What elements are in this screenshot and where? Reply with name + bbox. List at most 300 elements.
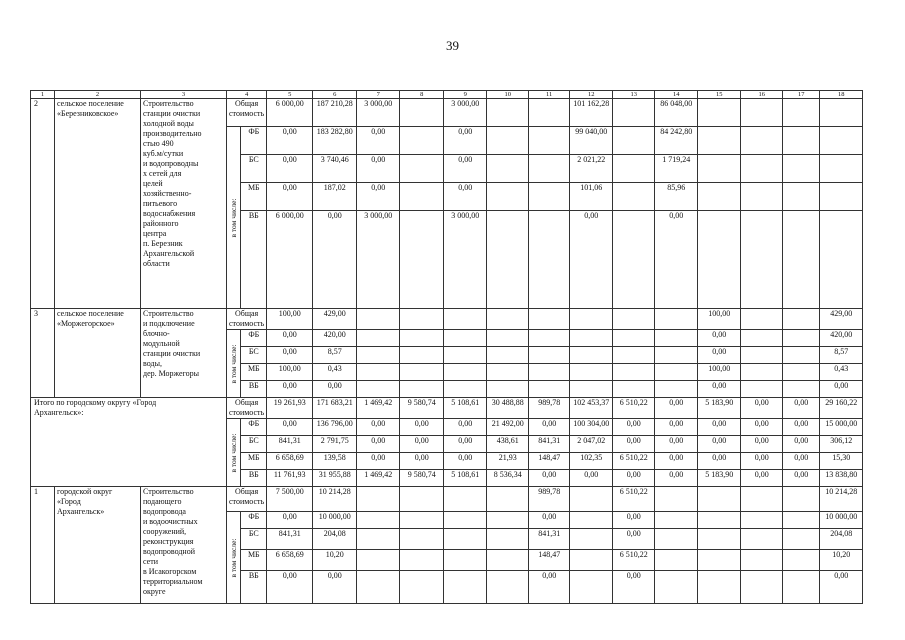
value-cell [655, 381, 698, 398]
value-cell [741, 330, 783, 347]
value-cell [613, 330, 655, 347]
value-cell [783, 364, 820, 381]
value-cell [698, 529, 741, 550]
value-cell [357, 309, 400, 330]
column-number: 15 [698, 91, 741, 99]
r2-total-row [31, 99, 863, 127]
project-description: Строительство станции очистки холодной воды производительно стью 490 куб.м/сутки и водопроводны х сетей для целей хозяйственно- питьевого водоснабжения районного центра п. Березник Архангельской области [141, 99, 227, 309]
value-cell: 0,00 [741, 398, 783, 419]
including-label: в том числе: [228, 197, 238, 238]
value-cell [613, 127, 655, 155]
value-cell: 6 510,22 [613, 453, 655, 470]
value-cell: 0,00 [698, 453, 741, 470]
value-cell: 3 000,00 [444, 211, 487, 309]
value-cell [357, 550, 400, 571]
value-cell: 0,00 [655, 470, 698, 487]
value-cell [655, 512, 698, 529]
value-cell [400, 529, 444, 550]
value-cell [655, 330, 698, 347]
value-cell [570, 381, 613, 398]
municipality-name: городской округ «Город Архангельск» [55, 487, 141, 604]
value-cell [444, 330, 487, 347]
value-cell [570, 512, 613, 529]
value-cell: 183 282,80 [313, 127, 357, 155]
value-cell: 1 469,42 [357, 470, 400, 487]
value-cell: 841,31 [529, 529, 570, 550]
value-cell [613, 364, 655, 381]
value-cell: 0,00 [783, 470, 820, 487]
value-cell: 0,00 [655, 211, 698, 309]
funding-source-label: ФБ [241, 330, 267, 347]
value-cell [357, 487, 400, 512]
value-cell: 21,93 [487, 453, 529, 470]
value-cell: 100,00 [267, 309, 313, 330]
item-number: 2 [31, 99, 55, 309]
value-cell [655, 309, 698, 330]
value-cell [570, 330, 613, 347]
including-label: в том числе: [228, 432, 238, 473]
value-cell: 1 469,42 [357, 398, 400, 419]
total-cost-label: Общая стоимость [227, 398, 267, 419]
value-cell: 139,58 [313, 453, 357, 470]
value-cell [400, 364, 444, 381]
value-cell [570, 571, 613, 604]
value-cell [741, 571, 783, 604]
funding-source-label: ВБ [241, 470, 267, 487]
value-cell [741, 155, 783, 183]
value-cell: 0,00 [613, 436, 655, 453]
value-cell [444, 550, 487, 571]
value-cell: 5 108,61 [444, 398, 487, 419]
value-cell [783, 550, 820, 571]
value-cell [655, 487, 698, 512]
value-cell [741, 487, 783, 512]
value-cell: 100,00 [698, 364, 741, 381]
value-cell [698, 512, 741, 529]
value-cell: 9 580,74 [400, 398, 444, 419]
value-cell: 0,00 [267, 512, 313, 529]
value-cell [444, 529, 487, 550]
value-cell [613, 309, 655, 330]
value-cell: 5 108,61 [444, 470, 487, 487]
including-label-cell [227, 419, 241, 487]
value-cell: 21 492,00 [487, 419, 529, 436]
financing-table [30, 90, 863, 604]
value-cell: 0,00 [267, 155, 313, 183]
value-cell: 6 000,00 [267, 99, 313, 127]
page-number: 39 [446, 38, 459, 53]
column-number: 14 [655, 91, 698, 99]
value-cell [487, 211, 529, 309]
value-cell [487, 487, 529, 512]
value-cell: 0,00 [444, 127, 487, 155]
value-cell: 10 000,00 [313, 512, 357, 529]
value-cell [400, 571, 444, 604]
value-cell: 100 304,00 [570, 419, 613, 436]
value-cell [570, 487, 613, 512]
value-cell: 6 000,00 [267, 211, 313, 309]
value-cell [487, 330, 529, 347]
column-number: 12 [570, 91, 613, 99]
value-cell: 0,00 [400, 436, 444, 453]
value-cell: 420,00 [313, 330, 357, 347]
value-cell [529, 211, 570, 309]
value-cell [613, 347, 655, 364]
value-cell [783, 211, 820, 309]
municipality-name: сельское поселение «Моржегорское» [55, 309, 141, 398]
value-cell [487, 309, 529, 330]
value-cell: 148,47 [529, 453, 570, 470]
funding-source-label: ФБ [241, 512, 267, 529]
value-cell: 0,00 [444, 155, 487, 183]
value-cell: 11 761,93 [267, 470, 313, 487]
value-cell: 0,00 [741, 470, 783, 487]
value-cell: 204,08 [820, 529, 863, 550]
value-cell: 0,00 [357, 419, 400, 436]
value-cell: 0,00 [783, 436, 820, 453]
value-cell: 0,00 [698, 330, 741, 347]
column-number: 13 [613, 91, 655, 99]
value-cell: 3 000,00 [444, 99, 487, 127]
value-cell [400, 347, 444, 364]
value-cell: 0,00 [529, 571, 570, 604]
value-cell: 8 536,34 [487, 470, 529, 487]
value-cell: 429,00 [820, 309, 863, 330]
value-cell: 30 488,88 [487, 398, 529, 419]
value-cell: 10 000,00 [820, 512, 863, 529]
value-cell: 10,20 [820, 550, 863, 571]
value-cell: 0,00 [741, 453, 783, 470]
value-cell: 99 040,00 [570, 127, 613, 155]
funding-source-label: ВБ [241, 381, 267, 398]
column-number: 18 [820, 91, 863, 99]
value-cell [741, 550, 783, 571]
item-name: Итого по городскому округу «Город Архангельск»: [31, 398, 227, 487]
value-cell [570, 529, 613, 550]
value-cell: 0,00 [400, 419, 444, 436]
value-cell: 0,00 [741, 419, 783, 436]
value-cell: 0,00 [613, 419, 655, 436]
value-cell [357, 529, 400, 550]
value-cell [820, 155, 863, 183]
value-cell [741, 183, 783, 211]
value-cell [444, 571, 487, 604]
value-cell: 0,00 [783, 398, 820, 419]
value-cell: 0,43 [820, 364, 863, 381]
column-number-row [31, 91, 863, 99]
value-cell: 0,00 [357, 453, 400, 470]
value-cell [820, 183, 863, 211]
value-cell [487, 529, 529, 550]
value-cell [783, 512, 820, 529]
value-cell [487, 571, 529, 604]
value-cell: 0,00 [529, 470, 570, 487]
item-number: 3 [31, 309, 55, 398]
value-cell [357, 381, 400, 398]
value-cell [487, 99, 529, 127]
column-number: 7 [357, 91, 400, 99]
value-cell: 0,00 [267, 127, 313, 155]
value-cell: 0,00 [570, 211, 613, 309]
value-cell [698, 183, 741, 211]
value-cell: 0,00 [267, 330, 313, 347]
value-cell: 0,43 [313, 364, 357, 381]
value-cell: 102 453,37 [570, 398, 613, 419]
value-cell: 100,00 [698, 309, 741, 330]
value-cell: 438,61 [487, 436, 529, 453]
value-cell [655, 571, 698, 604]
funding-source-label: БС [241, 347, 267, 364]
value-cell [400, 309, 444, 330]
value-cell: 6 658,69 [267, 550, 313, 571]
value-cell: 86 048,00 [655, 99, 698, 127]
value-cell [698, 155, 741, 183]
funding-source-label: ФБ [241, 419, 267, 436]
value-cell: 19 261,93 [267, 398, 313, 419]
value-cell: 7 500,00 [267, 487, 313, 512]
value-cell [783, 381, 820, 398]
value-cell [400, 381, 444, 398]
value-cell: 85,96 [655, 183, 698, 211]
value-cell: 0,00 [655, 453, 698, 470]
value-cell [487, 155, 529, 183]
value-cell: 0,00 [357, 183, 400, 211]
value-cell [741, 364, 783, 381]
value-cell [741, 347, 783, 364]
value-cell [400, 211, 444, 309]
value-cell: 0,00 [313, 381, 357, 398]
value-cell: 6 658,69 [267, 453, 313, 470]
value-cell: 0,00 [444, 183, 487, 211]
funding-source-label: МБ [241, 453, 267, 470]
value-cell [529, 155, 570, 183]
value-cell: 0,00 [313, 571, 357, 604]
municipality-name: сельское поселение «Березниковское» [55, 99, 141, 309]
value-cell: 101 162,28 [570, 99, 613, 127]
value-cell [783, 330, 820, 347]
total-cost-label: Общая стоимость [227, 487, 267, 512]
value-cell [400, 183, 444, 211]
value-cell: 0,00 [655, 436, 698, 453]
value-cell [783, 127, 820, 155]
value-cell: 0,00 [820, 381, 863, 398]
funding-source-label: ВБ [241, 571, 267, 604]
value-cell: 0,00 [613, 529, 655, 550]
column-number: 4 [227, 91, 267, 99]
value-cell: 0,00 [444, 436, 487, 453]
value-cell [487, 364, 529, 381]
value-cell: 0,00 [613, 571, 655, 604]
column-number: 11 [529, 91, 570, 99]
value-cell: 0,00 [267, 347, 313, 364]
value-cell [357, 364, 400, 381]
value-cell [698, 487, 741, 512]
value-cell [400, 512, 444, 529]
value-cell: 0,00 [357, 127, 400, 155]
subtotal-total-row [31, 398, 863, 419]
value-cell [529, 330, 570, 347]
value-cell [783, 99, 820, 127]
value-cell [783, 571, 820, 604]
value-cell: 13 838,80 [820, 470, 863, 487]
including-label: в том числе: [228, 343, 238, 384]
value-cell [820, 127, 863, 155]
value-cell [655, 529, 698, 550]
value-cell [698, 571, 741, 604]
column-number: 3 [141, 91, 227, 99]
value-cell [529, 364, 570, 381]
column-number: 9 [444, 91, 487, 99]
item-number: 1 [31, 487, 55, 604]
funding-source-label: МБ [241, 550, 267, 571]
value-cell: 0,00 [529, 512, 570, 529]
including-label-cell [227, 127, 241, 309]
value-cell: 0,00 [698, 419, 741, 436]
including-label: в том числе: [228, 537, 238, 578]
total-cost-label: Общая стоимость [227, 99, 267, 127]
value-cell [783, 487, 820, 512]
value-cell: 0,00 [357, 436, 400, 453]
value-cell: 0,00 [613, 512, 655, 529]
project-description: Строительство подающего водопровода и водоочистных сооружений, реконструкция водопроводной сети в Исакогорском территориальном округе [141, 487, 227, 604]
value-cell: 0,00 [783, 419, 820, 436]
value-cell: 0,00 [313, 211, 357, 309]
value-cell: 0,00 [698, 347, 741, 364]
value-cell [400, 99, 444, 127]
value-cell [698, 127, 741, 155]
value-cell: 6 510,22 [613, 550, 655, 571]
value-cell: 8,57 [313, 347, 357, 364]
value-cell: 841,31 [267, 529, 313, 550]
value-cell: 2 047,02 [570, 436, 613, 453]
value-cell [400, 330, 444, 347]
project-description: Строительство и подключение блочно- модульной станции очистки воды, дер. Моржегоры [141, 309, 227, 398]
value-cell: 171 683,21 [313, 398, 357, 419]
value-cell [698, 550, 741, 571]
value-cell: 101,06 [570, 183, 613, 211]
value-cell [741, 381, 783, 398]
value-cell: 0,00 [698, 381, 741, 398]
value-cell: 989,78 [529, 398, 570, 419]
funding-source-label: ФБ [241, 127, 267, 155]
value-cell [741, 512, 783, 529]
value-cell: 3 000,00 [357, 99, 400, 127]
value-cell [487, 512, 529, 529]
r3-total-row [31, 309, 863, 330]
value-cell [529, 183, 570, 211]
value-cell: 10 214,28 [820, 487, 863, 512]
value-cell [487, 183, 529, 211]
value-cell [655, 364, 698, 381]
value-cell [783, 309, 820, 330]
value-cell: 0,00 [570, 470, 613, 487]
value-cell: 0,00 [655, 419, 698, 436]
value-cell [741, 529, 783, 550]
value-cell [444, 364, 487, 381]
value-cell: 841,31 [267, 436, 313, 453]
value-cell [487, 550, 529, 571]
value-cell [357, 512, 400, 529]
column-number: 6 [313, 91, 357, 99]
value-cell: 6 510,22 [613, 398, 655, 419]
value-cell: 1 719,24 [655, 155, 698, 183]
value-cell: 0,00 [400, 453, 444, 470]
value-cell: 0,00 [655, 398, 698, 419]
column-number: 5 [267, 91, 313, 99]
value-cell: 0,00 [267, 183, 313, 211]
value-cell [487, 127, 529, 155]
value-cell [613, 381, 655, 398]
including-label-cell [227, 512, 241, 604]
value-cell [400, 155, 444, 183]
value-cell [444, 381, 487, 398]
value-cell: 0,00 [698, 436, 741, 453]
funding-source-label: МБ [241, 364, 267, 381]
value-cell [529, 127, 570, 155]
value-cell [400, 487, 444, 512]
value-cell [570, 347, 613, 364]
column-number: 10 [487, 91, 529, 99]
value-cell [783, 155, 820, 183]
value-cell: 0,00 [357, 155, 400, 183]
value-cell [357, 330, 400, 347]
value-cell: 0,00 [741, 436, 783, 453]
value-cell [613, 99, 655, 127]
value-cell [529, 381, 570, 398]
value-cell: 0,00 [444, 419, 487, 436]
value-cell [783, 529, 820, 550]
value-cell [570, 309, 613, 330]
value-cell [698, 99, 741, 127]
funding-source-label: БС [241, 155, 267, 183]
value-cell: 84 242,80 [655, 127, 698, 155]
funding-source-label: БС [241, 436, 267, 453]
value-cell: 2 791,75 [313, 436, 357, 453]
r1-total-row [31, 487, 863, 512]
value-cell [820, 211, 863, 309]
value-cell [698, 211, 741, 309]
column-number: 17 [783, 91, 820, 99]
total-cost-label: Общая стоимость [227, 309, 267, 330]
value-cell [741, 127, 783, 155]
value-cell [741, 99, 783, 127]
value-cell: 10,20 [313, 550, 357, 571]
value-cell: 0,00 [444, 453, 487, 470]
value-cell: 100,00 [267, 364, 313, 381]
value-cell [357, 347, 400, 364]
value-cell [487, 347, 529, 364]
value-cell: 102,35 [570, 453, 613, 470]
value-cell [400, 550, 444, 571]
value-cell [741, 309, 783, 330]
value-cell: 15 000,00 [820, 419, 863, 436]
value-cell: 187 210,28 [313, 99, 357, 127]
funding-source-label: ВБ [241, 211, 267, 309]
column-number: 16 [741, 91, 783, 99]
value-cell [400, 127, 444, 155]
value-cell: 204,08 [313, 529, 357, 550]
value-cell: 29 160,22 [820, 398, 863, 419]
value-cell [487, 381, 529, 398]
value-cell: 31 955,88 [313, 470, 357, 487]
value-cell [613, 183, 655, 211]
value-cell: 420,00 [820, 330, 863, 347]
value-cell [655, 550, 698, 571]
value-cell [444, 309, 487, 330]
including-label-cell [227, 330, 241, 398]
value-cell [444, 487, 487, 512]
value-cell: 3 000,00 [357, 211, 400, 309]
